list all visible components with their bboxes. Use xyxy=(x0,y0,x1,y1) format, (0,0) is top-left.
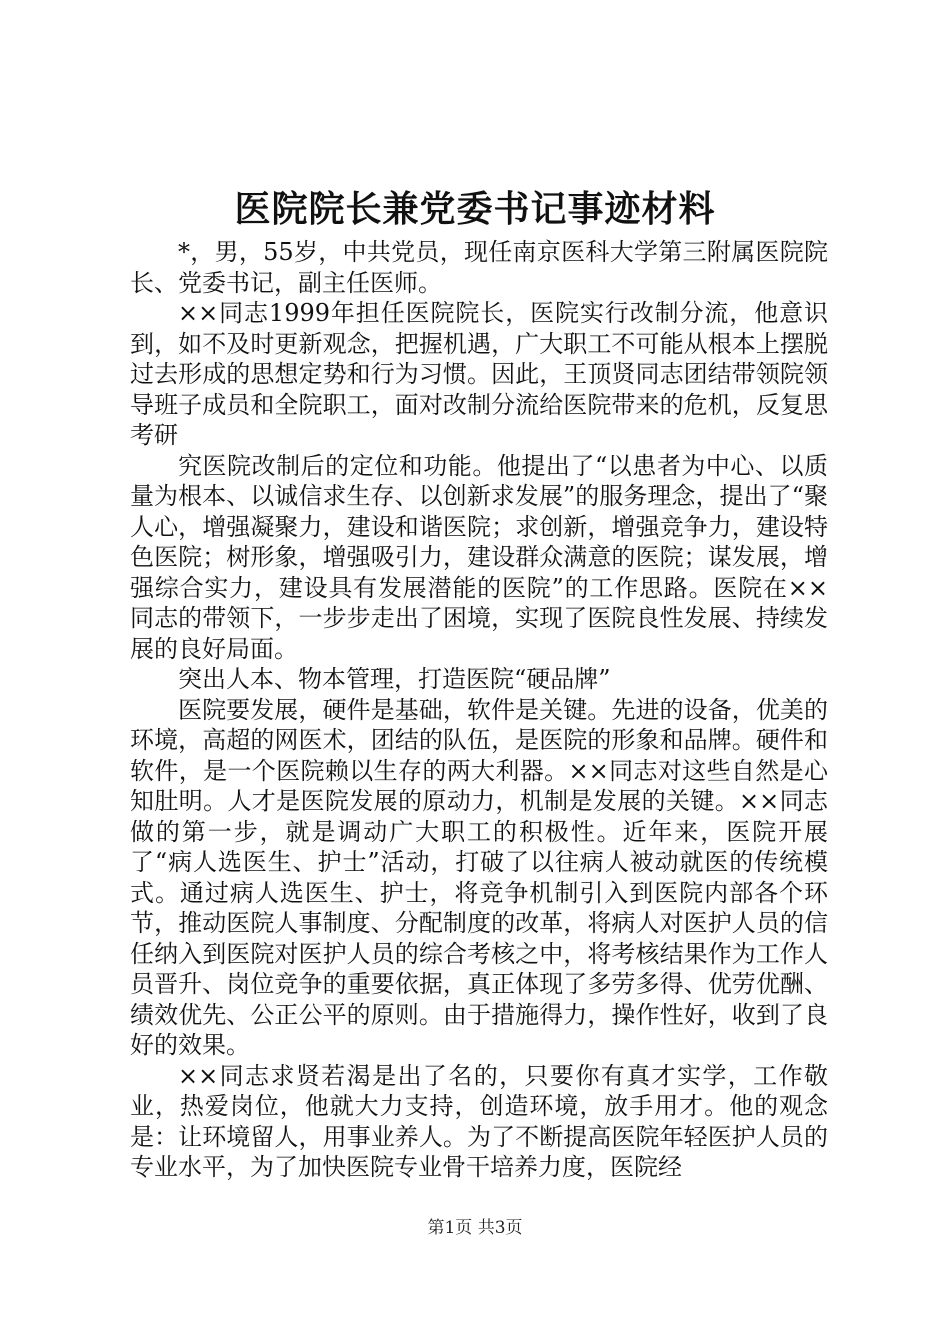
paragraph-talent: ××同志求贤若渴是出了名的，只要你有真才实学，工作敬业，热爱岗位，他就大力支持，创造环境，放手用才。他的观念是：让环境留人，用事业养人。为了不断提高医院年轻医护人员的专业水平，为了加快医院专业骨干培养力度，医院经 xyxy=(130,1061,828,1181)
paragraph-background: ××同志1999年担任医院院长，医院实行改制分流，他意识到，如不及时更新观念，把握机遇，广大职工不可能从根本上摆脱过去形成的思想定势和行为习惯。因此，王顶贤同志团结带领院领导班子成员和全院职工，面对改制分流给医院带来的危机，反复思考研 xyxy=(130,299,828,449)
section-heading: 突出人本、物本管理，打造医院“硬品牌” xyxy=(178,665,611,693)
paragraph-hardware-software: 医院要发展，硬件是基础，软件是关键。先进的设备，优美的环境，高超的网医术，团结的队伍，是医院的形象和品牌。硬件和软件，是一个医院赖以生存的两大利器。××同志对这些自然是心知肚明。人才是医院发展的原动力，机制是发展的关键。××同志做的第一步，就是调动广大职工的积极性。近年来，医院开展了“病人选医生、护士”活动，打破了以往病人被动就医的传统模式。通过病人选医生、护士，将竞争机制引入到医院内部各个环节，推动医院人事制度、分配制度的改革，将病人对医护人员的信任纳入到医院对医护人员的综合考核之中，将考核结果作为工作人员晋升、岗位竞争的重要依据，真正体现了多劳多得、优劳优酬、绩效优先、公正公平的原则。由于措施得力，操作性好，收到了良好的效果。 xyxy=(130,695,828,1059)
paragraph-intro: *，男，55岁，中共党员，现任南京医科大学第三附属医院院长、党委书记，副主任医师。 xyxy=(130,238,828,297)
page-number: 第1页 共3页 xyxy=(427,1218,523,1238)
document-title: 医院院长兼党委书记事迹材料 xyxy=(234,188,716,230)
paragraph-service-philosophy: 究医院改制后的定位和功能。他提出了“以患者为中心、以质量为根本、以诚信求生存、以创新求发展”的服务理念，提出了“聚人心，增强凝聚力，建设和谐医院；求创新，增强竞争力，建设特色医院；树形象，增强吸引力，建设群众满意的医院；谋发展，增强综合实力，建设具有发展潜能的医院”的工作思路。医院在××同志的带领下，一步步走出了困境，实现了医院良性发展、持续发展的良好局面。 xyxy=(130,451,828,663)
document-body xyxy=(130,237,828,1183)
